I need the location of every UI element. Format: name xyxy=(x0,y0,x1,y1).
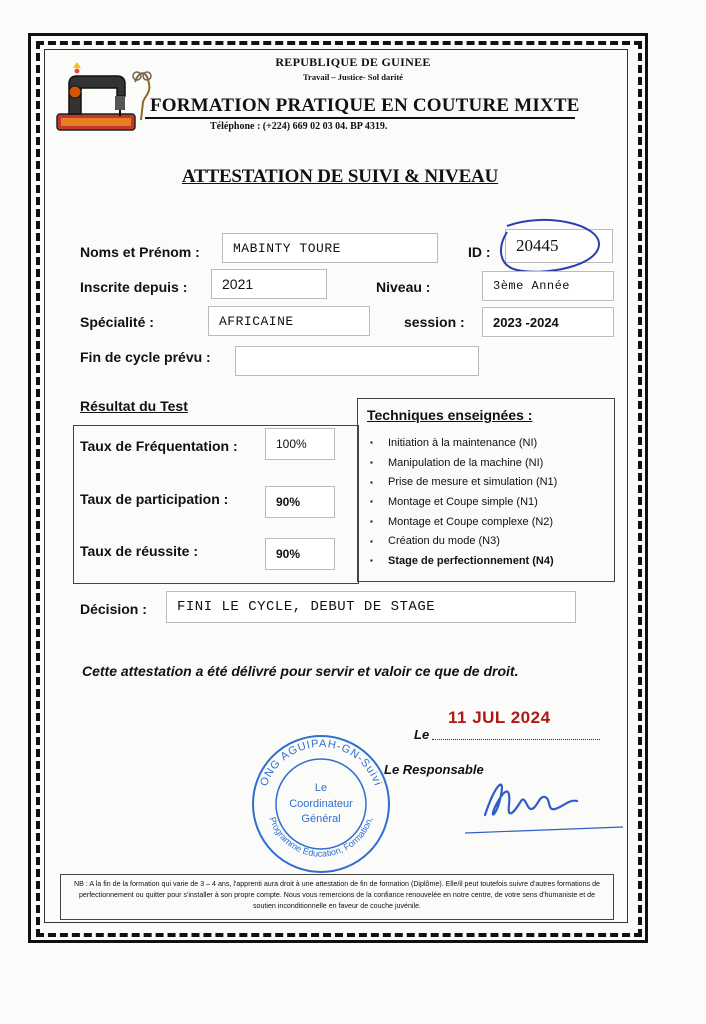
id-label: ID : xyxy=(468,244,491,260)
decision-field: FINI LE CYCLE, DEBUT DE STAGE xyxy=(166,591,576,623)
session-label: session : xyxy=(404,314,465,330)
specialty-field: AFRICAINE xyxy=(208,306,370,336)
techniques-panel xyxy=(357,398,615,582)
certification-statement: Cette attestation a été délivré pour servir et valoir ce que de droit. xyxy=(82,663,519,679)
attendance-field: 100% xyxy=(265,428,335,460)
participation-field: 90% xyxy=(265,486,335,518)
decision-label: Décision : xyxy=(80,601,147,617)
document-title: ATTESTATION DE SUIVI & NIVEAU xyxy=(181,166,499,187)
techniques-title: Techniques enseignées : xyxy=(367,407,533,423)
attendance-label: Taux de Fréquentation : xyxy=(80,438,238,454)
bullet-icon: ▪ xyxy=(370,517,373,527)
date-stamp: 11 JUL 2024 xyxy=(448,708,551,727)
techniques-list xyxy=(370,433,557,571)
list-item: ▪ Création du mode (N3) xyxy=(370,535,500,548)
id-field: 20445 xyxy=(505,229,613,263)
list-item: ▪ Montage et Coupe simple (N1) xyxy=(370,495,538,508)
name-field: MABINTY TOURE xyxy=(222,233,438,263)
id-circle-mark xyxy=(495,218,603,276)
cycle-end-label: Fin de cycle prévu : xyxy=(80,349,211,365)
list-item: ▪ Montage et Coupe complexe (N2) xyxy=(370,515,554,528)
national-motto: Travail – Justice- Sol darité xyxy=(303,72,403,82)
list-item: ▪ Stage de perfectionnement (N4) xyxy=(370,554,554,567)
bullet-icon: ▪ xyxy=(370,477,373,487)
official-stamp xyxy=(246,733,396,875)
level-field: 3ème Année xyxy=(482,271,614,301)
stamp-ring-top: ONG AGUIPAH-GN-Suivi xyxy=(258,737,384,788)
specialty-label: Spécialité : xyxy=(80,314,154,330)
organization-name: FORMATION PRATIQUE EN COUTURE MIXTE xyxy=(150,95,580,116)
responsible-label: Le Responsable xyxy=(384,762,484,777)
republic-heading: REPUBLIQUE DE GUINEE xyxy=(275,55,431,69)
date-label: Le xyxy=(414,727,430,742)
bullet-icon: ▪ xyxy=(370,438,373,448)
session-field: 2023 -2024 xyxy=(482,307,614,337)
results-title: Résultat du Test xyxy=(80,398,188,414)
stamp-center-line2: Coordinateur xyxy=(289,798,353,810)
svg-text:ONG AGUIPAH-GN-Suivi xyxy=(258,738,384,788)
header-rule xyxy=(145,117,575,119)
success-label: Taux de réussite : xyxy=(80,543,199,559)
bullet-icon: ▪ xyxy=(370,458,373,468)
bullet-icon: ▪ xyxy=(370,536,373,546)
handwritten-signature xyxy=(465,765,625,835)
stamp-center-line3: Général xyxy=(301,813,341,825)
cycle-end-field xyxy=(235,346,479,376)
stamp-center-line1: Le xyxy=(314,782,328,794)
participation-label: Taux de participation : xyxy=(80,491,229,507)
list-item: ▪ Initiation à la maintenance (NI) xyxy=(370,436,538,449)
enrolled-since-label: Inscrite depuis : xyxy=(80,279,188,295)
bullet-icon: ▪ xyxy=(370,556,373,566)
contact-line: Téléphone : (+224) 669 02 03 04. BP 4319. xyxy=(210,121,388,132)
name-label: Noms et Prénom : xyxy=(80,244,200,260)
level-label: Niveau : xyxy=(376,279,431,295)
list-item: ▪ Manipulation de la machine (NI) xyxy=(370,456,544,469)
date-line xyxy=(432,739,600,740)
list-item: ▪ Prise de mesure et simulation (N1) xyxy=(370,476,558,489)
footnote: NB : A la fin de la formation qui varie de 3 – 4 ans, l'apprenti aura droit à une attestation de fin de formation (Diplôme). Elle/il peut toutefois suivre d'autres formations de perfectionnement ou quitter pour s'installer à son propre compte. Nous vous remercions de la confiance renouvelée en notre centre, de votre sens d'humaniste et de soutien inconditionnelle en faveur de couche juvénile. xyxy=(60,874,614,920)
success-field: 90% xyxy=(265,538,335,570)
stamp-ring-bottom: Programme Education, Formation, xyxy=(267,815,375,859)
bullet-icon: ▪ xyxy=(370,497,373,507)
enrolled-since-field: 2021 xyxy=(211,269,327,299)
